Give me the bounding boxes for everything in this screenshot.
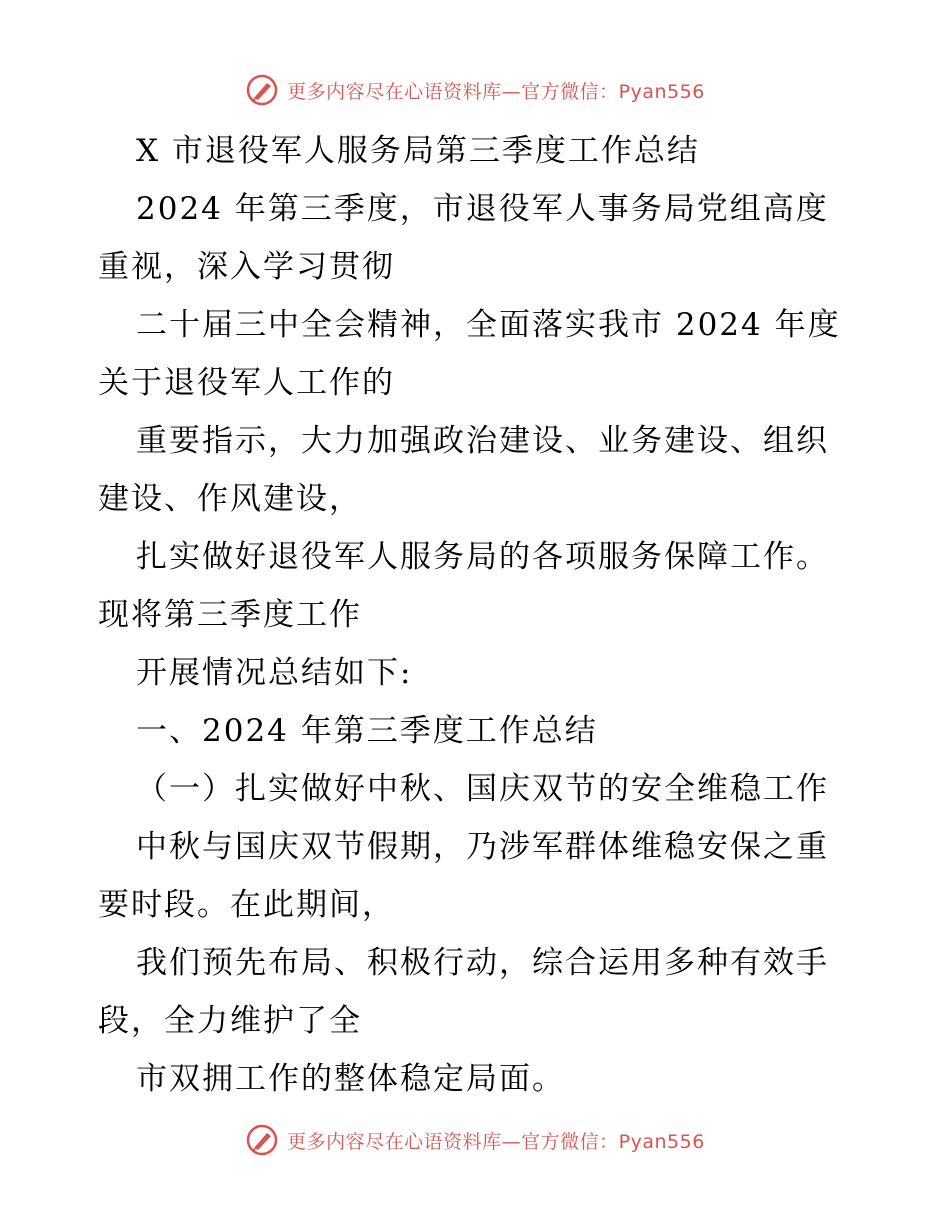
section-heading: 一、2024 年第三季度工作总结 bbox=[136, 713, 598, 749]
paragraph-line: 开展情况总结如下: bbox=[136, 655, 413, 691]
quill-logo-icon bbox=[245, 1123, 279, 1157]
paragraph-line: 2024 年第三季度，市退役军人事务局党组高度 bbox=[136, 191, 829, 227]
paragraph-line: 建设、作风建设， bbox=[98, 481, 362, 517]
paragraph-line: 重视，深入学习贯彻 bbox=[98, 249, 395, 285]
paragraph-line: 中秋与国庆双节假期，乃涉军群体维稳安保之重 bbox=[136, 829, 829, 865]
paragraph-line: 重要指示，大力加强政治建设、业务建设、组织 bbox=[136, 423, 829, 459]
paragraph-line: 现将第三季度工作 bbox=[98, 597, 362, 633]
watermark-text: 更多内容尽在心语资料库—官方微信：Pyan556 bbox=[287, 80, 705, 103]
document-title: X 市退役军人服务局第三季度工作总结 bbox=[136, 133, 700, 169]
paragraph-line: 要时段。在此期间， bbox=[98, 887, 395, 923]
subsection-heading: （一）扎实做好中秋、国庆双节的安全维稳工作 bbox=[136, 771, 829, 807]
footer-watermark bbox=[0, 1120, 950, 1160]
paragraph-line: 市双拥工作的整体稳定局面。 bbox=[136, 1061, 565, 1097]
watermark-text: 更多内容尽在心语资料库—官方微信：Pyan556 bbox=[287, 1130, 705, 1153]
paragraph-line: 扎实做好退役军人服务局的各项服务保障工作。 bbox=[136, 539, 829, 575]
paragraph-line: 关于退役军人工作的 bbox=[98, 365, 395, 401]
paragraph-line: 二十届三中全会精神，全面落实我市 2024 年度 bbox=[136, 307, 841, 343]
paragraph-line: 我们预先布局、积极行动，综合运用多种有效手 bbox=[136, 945, 829, 981]
paragraph-line: 段，全力维护了全 bbox=[98, 1003, 362, 1039]
header-watermark bbox=[0, 70, 950, 110]
document-body bbox=[98, 122, 858, 1108]
quill-logo-icon bbox=[245, 73, 279, 107]
